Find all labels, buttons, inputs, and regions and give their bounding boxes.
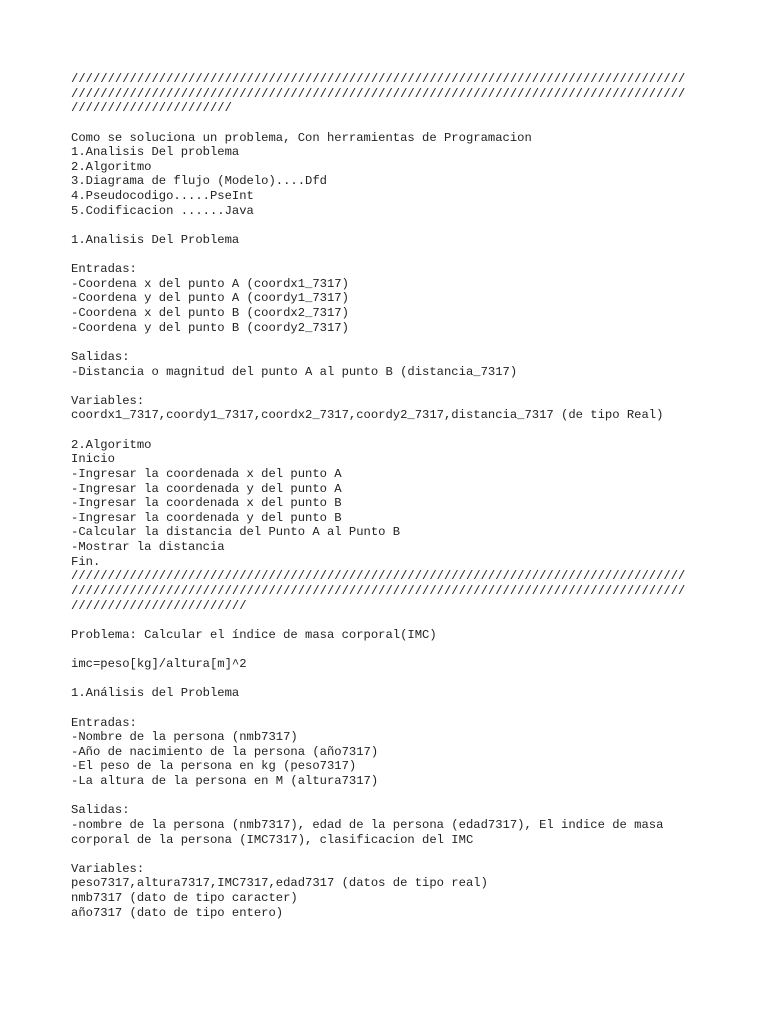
text-line: 1.Análisis del Problema bbox=[71, 686, 240, 701]
blank-line bbox=[71, 642, 711, 657]
text-line: Como se soluciona un problema, Con herramientas de Programacion bbox=[71, 130, 532, 145]
text-line: -La altura de la persona en M (altura7317) bbox=[71, 774, 379, 788]
blank-line bbox=[71, 248, 711, 263]
text-line: -Ingresar la coordenada y del punto B bbox=[71, 510, 342, 525]
separator-line: //////////////////////////////////////////////////////////////////////////////////// bbox=[71, 86, 686, 101]
separator-line: ////////////////////// bbox=[71, 101, 232, 116]
text-line: -nombre de la persona (nmb7317), edad de la persona (edad7317), El indice de masa bbox=[71, 817, 664, 832]
text-line: año7317 (dato de tipo entero) bbox=[71, 905, 284, 920]
text-line: -El peso de la persona en kg (peso7317) bbox=[71, 759, 357, 774]
blank-line bbox=[71, 789, 711, 804]
blank-line bbox=[71, 672, 711, 687]
text-line: 5.Codificacion ......Java bbox=[71, 203, 254, 218]
text-line: peso7317,altura7317,IMC7317,edad7317 (datos de tipo real) bbox=[71, 876, 488, 891]
text-line: coordx1_7317,coordy1_7317,coordx2_7317,coordy2_7317,distancia_7317 (de tipo Real) bbox=[71, 408, 664, 423]
text-line: -Ingresar la coordenada x del punto B bbox=[71, 496, 342, 511]
text-line: nmb7317 (dato de tipo caracter) bbox=[71, 891, 298, 905]
blank-line bbox=[71, 116, 711, 131]
separator-line: //////////////////////////////////////////////////////////////////////////////////// bbox=[71, 569, 686, 584]
separator-line: //////////////////////////////////////////////////////////////////////////////////// bbox=[71, 583, 686, 598]
text-line: 2.Algoritmo bbox=[71, 437, 152, 452]
text-line: -Coordena x del punto A (coordx1_7317) bbox=[71, 276, 349, 291]
text-line: Salidas: bbox=[71, 803, 130, 818]
text-line: 1.Analisis Del problema bbox=[71, 145, 240, 160]
separator-line: //////////////////////// bbox=[71, 598, 247, 613]
text-line: 2.Algoritmo bbox=[71, 159, 152, 174]
text-line: -Coordena y del punto B (coordy2_7317) bbox=[71, 320, 349, 335]
text-line: imc=peso[kg]/altura[m]^2 bbox=[71, 657, 247, 671]
blank-line bbox=[71, 218, 711, 233]
text-line: -Nombre de la persona (nmb7317) bbox=[71, 730, 298, 745]
text-line: -Calcular la distancia del Punto A al Punto B bbox=[71, 525, 401, 540]
text-line: -Ingresar la coordenada x del punto A bbox=[71, 466, 342, 481]
text-line: -Mostrar la distancia bbox=[71, 540, 225, 554]
text-line: -Distancia o magnitud del punto A al punto B (distancia_7317) bbox=[71, 364, 518, 379]
blank-line bbox=[71, 335, 711, 350]
separator-line: //////////////////////////////////////////////////////////////////////////////////// bbox=[71, 72, 686, 86]
text-line: Inicio bbox=[71, 452, 115, 467]
text-line: 1.Analisis Del Problema bbox=[71, 232, 240, 247]
text-line: -Ingresar la coordenada y del punto A bbox=[71, 481, 342, 496]
text-line: 3.Diagrama de flujo (Modelo)....Dfd bbox=[71, 174, 327, 189]
text-line: -Coordena y del punto A (coordy1_7317) bbox=[71, 291, 349, 306]
text-line: 4.Pseudocodigo.....PseInt bbox=[71, 189, 254, 203]
blank-line bbox=[71, 379, 711, 394]
text-line: Fin. bbox=[71, 554, 101, 569]
text-line: Entradas: bbox=[71, 715, 137, 730]
text-line: Variables: bbox=[71, 861, 145, 876]
text-line: Variables: bbox=[71, 393, 145, 408]
text-line: -Año de nacimiento de la persona (año7317) bbox=[71, 744, 379, 759]
blank-line bbox=[71, 847, 711, 862]
text-line: -Coordena x del punto B (coordx2_7317) bbox=[71, 306, 349, 320]
text-line: corporal de la persona (IMC7317), clasificacion del IMC bbox=[71, 832, 474, 847]
text-line: Problema: Calcular el índice de masa corporal(IMC) bbox=[71, 627, 437, 642]
text-line: Entradas: bbox=[71, 262, 137, 277]
blank-line bbox=[71, 701, 711, 716]
text-line: Salidas: bbox=[71, 349, 130, 364]
document-page bbox=[71, 72, 711, 920]
blank-line bbox=[71, 423, 711, 438]
blank-line bbox=[71, 613, 711, 628]
